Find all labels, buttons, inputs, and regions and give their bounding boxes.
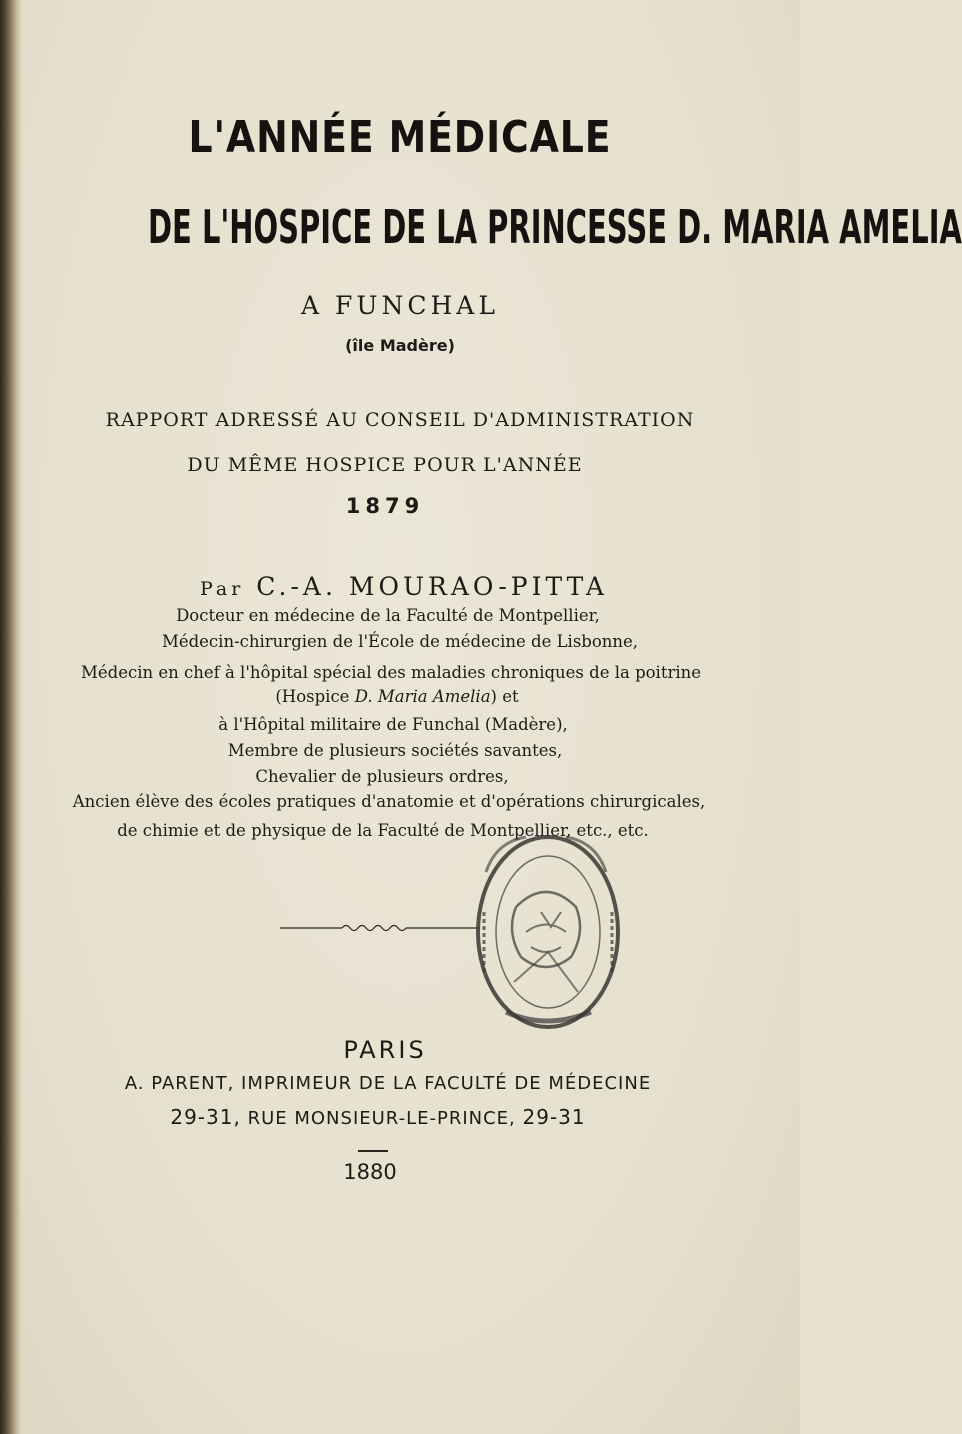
publication-year: 1880: [343, 1160, 397, 1184]
publisher-printer: A. PARENT, IMPRIMEUR DE LA FACULTÉ DE MÉDECINE: [124, 1073, 652, 1094]
author-prefix: Par: [200, 578, 245, 600]
library-stamp-icon: [456, 812, 636, 1042]
place-subtitle: (île Madère): [345, 336, 455, 355]
place-title: A FUNCHAL: [301, 291, 499, 320]
qualification-line: Docteur en médecine de la Faculté de Montpellier,: [176, 606, 600, 625]
report-line-2: DU MÊME HOSPICE POUR L'ANNÉE: [187, 454, 583, 476]
qualification-line: de chimie et de physique de la Faculté de Montpellier, etc., etc.: [117, 821, 649, 840]
hospice-name: D. Maria Amelia: [354, 687, 491, 706]
qualification-line: Médecin en chef à l'hôpital spécial des maladies chroniques de la poitrine: [80, 663, 702, 682]
publisher-city: PARIS: [343, 1036, 427, 1064]
qualification-line: à l'Hôpital militaire de Funchal (Madère),: [218, 715, 568, 734]
publisher-address: [0, 1105, 778, 1129]
qualification-line: Membre de plusieurs sociétés savantes,: [227, 741, 563, 760]
qualification-text: ) et: [490, 687, 519, 706]
report-line-1: RAPPORT ADRESSÉ AU CONSEIL D'ADMINISTRATION: [105, 409, 695, 431]
qualification-line: [0, 687, 797, 706]
divider: [358, 1150, 388, 1152]
author-line: [4, 572, 804, 601]
decorative-rule-icon: [280, 918, 480, 938]
qualification-line: Médecin-chirurgien de l'École de médecine de Lisbonne,: [161, 632, 639, 651]
address-street: RUE MONSIEUR-LE-PRINCE,: [247, 1108, 516, 1129]
address-number: 29-31: [522, 1105, 586, 1129]
qualification-line: Chevalier de plusieurs ordres,: [255, 767, 509, 786]
report-year: 1879: [345, 494, 425, 518]
main-title-subline: DE L'HOSPICE DE LA PRINCESSE D. MARIA AMELIA: [148, 200, 962, 254]
qualification-text: (Hospice: [275, 687, 350, 706]
main-title: L'ANNÉE MÉDICALE: [188, 112, 612, 163]
author-name: C.-A. MOURAO-PITTA: [256, 572, 608, 601]
qualification-line: Ancien élève des écoles pratiques d'anatomie et d'opérations chirurgicales,: [72, 792, 706, 811]
address-number: 29-31,: [170, 1105, 241, 1129]
